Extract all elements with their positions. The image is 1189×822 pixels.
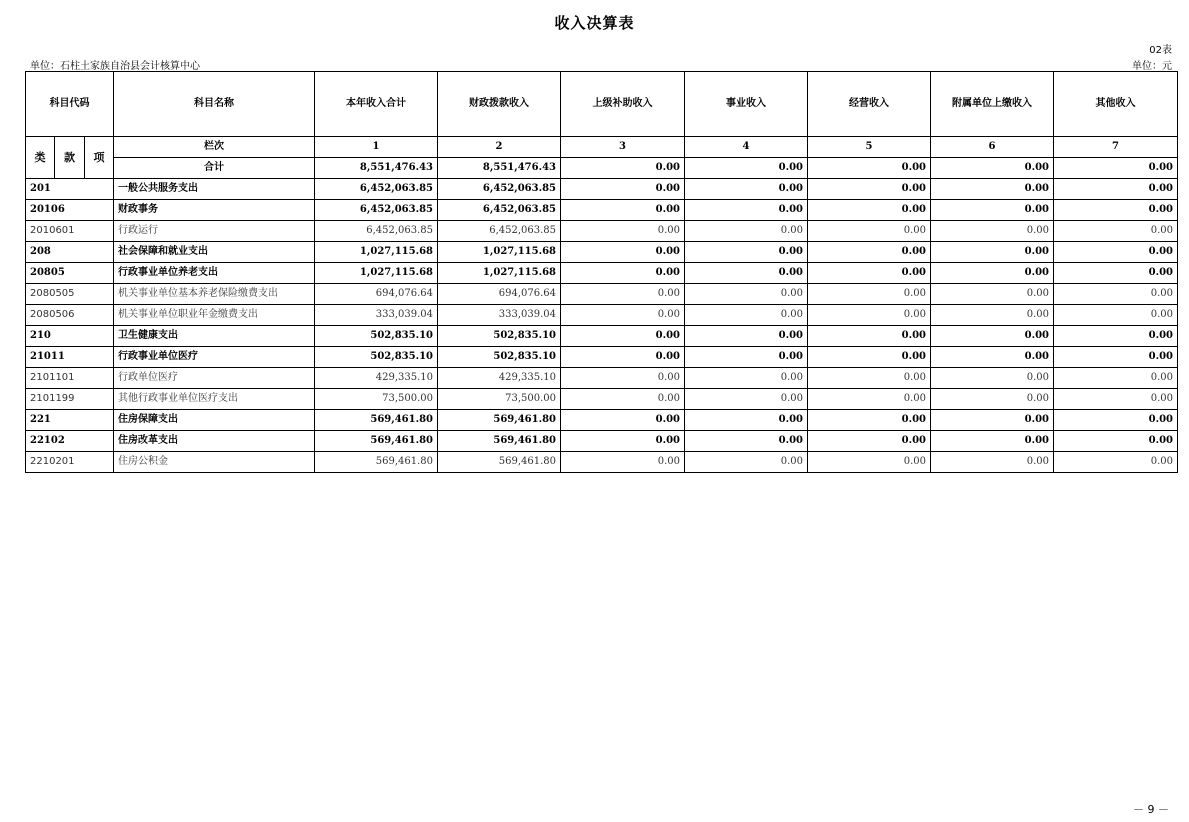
total-label: 合计 (114, 158, 315, 179)
income-table (25, 71, 1178, 473)
row-value: 0.00 (1054, 200, 1178, 221)
row-value: 0.00 (561, 452, 685, 473)
row-value: 0.00 (561, 389, 685, 410)
row-code: 21011 (26, 347, 114, 368)
row-value: 0.00 (808, 305, 931, 326)
row-name: 住房保障支出 (114, 410, 315, 431)
row-code: 221 (26, 410, 114, 431)
header-row (26, 72, 1178, 137)
row-value: 0.00 (685, 368, 808, 389)
page-number: － 9 － (1133, 803, 1169, 816)
row-name: 卫生健康支出 (114, 326, 315, 347)
row-value: 0.00 (1054, 221, 1178, 242)
row-value: 0.00 (561, 326, 685, 347)
row-value: 569,461.80 (315, 452, 438, 473)
header-col-5: 经营收入 (808, 72, 931, 137)
row-name: 行政运行 (114, 221, 315, 242)
row-name: 行政单位医疗 (114, 368, 315, 389)
table-row (26, 242, 1178, 263)
row-value: 0.00 (931, 326, 1054, 347)
row-value: 0.00 (561, 200, 685, 221)
row-value: 0.00 (808, 368, 931, 389)
row-value: 0.00 (808, 452, 931, 473)
row-value: 6,452,063.85 (315, 200, 438, 221)
row-value: 6,452,063.85 (315, 221, 438, 242)
row-value: 429,335.10 (315, 368, 438, 389)
row-value: 0.00 (561, 431, 685, 452)
total-value: 8,551,476.43 (438, 158, 561, 179)
row-value: 0.00 (808, 263, 931, 284)
row-value: 0.00 (808, 242, 931, 263)
col-number-3: 3 (561, 137, 685, 158)
total-value: 8,551,476.43 (315, 158, 438, 179)
row-code: 2080506 (26, 305, 114, 326)
table-row (26, 179, 1178, 200)
row-value: 0.00 (685, 410, 808, 431)
row-value: 0.00 (931, 431, 1054, 452)
row-code: 20805 (26, 263, 114, 284)
col-number-5: 5 (808, 137, 931, 158)
row-value: 0.00 (685, 200, 808, 221)
row-value: 333,039.04 (438, 305, 561, 326)
row-value: 0.00 (808, 179, 931, 200)
row-value: 1,027,115.68 (315, 242, 438, 263)
row-code: 20106 (26, 200, 114, 221)
row-value: 73,500.00 (315, 389, 438, 410)
row-value: 0.00 (931, 452, 1054, 473)
row-value: 0.00 (808, 431, 931, 452)
row-value: 0.00 (561, 410, 685, 431)
row-value: 0.00 (561, 347, 685, 368)
table-row (26, 410, 1178, 431)
header-lanci: 栏次 (114, 137, 315, 158)
table-row (26, 221, 1178, 242)
row-value: 694,076.64 (438, 284, 561, 305)
row-value: 1,027,115.68 (438, 242, 561, 263)
row-value: 569,461.80 (315, 410, 438, 431)
header-code: 科目代码 (26, 72, 114, 137)
row-value: 0.00 (931, 221, 1054, 242)
reporting-unit: 单位：石柱土家族自治县会计核算中心 (30, 61, 200, 72)
row-value: 0.00 (1054, 179, 1178, 200)
row-value: 0.00 (1054, 410, 1178, 431)
row-code: 2101199 (26, 389, 114, 410)
col-number-6: 6 (931, 137, 1054, 158)
table-row (26, 431, 1178, 452)
row-value: 6,452,063.85 (438, 221, 561, 242)
row-name: 一般公共服务支出 (114, 179, 315, 200)
total-value: 0.00 (561, 158, 685, 179)
row-value: 0.00 (1054, 263, 1178, 284)
row-value: 0.00 (808, 221, 931, 242)
row-value: 0.00 (561, 368, 685, 389)
row-value: 0.00 (1054, 242, 1178, 263)
row-value: 0.00 (561, 284, 685, 305)
row-value: 1,027,115.68 (315, 263, 438, 284)
col-number-2: 2 (438, 137, 561, 158)
total-value: 0.00 (685, 158, 808, 179)
row-value: 6,452,063.85 (438, 179, 561, 200)
header-col-2: 财政拨款收入 (438, 72, 561, 137)
row-value: 0.00 (808, 200, 931, 221)
row-value: 0.00 (1054, 347, 1178, 368)
row-value: 0.00 (1054, 452, 1178, 473)
row-value: 429,335.10 (438, 368, 561, 389)
row-value: 569,461.80 (438, 431, 561, 452)
row-value: 0.00 (808, 347, 931, 368)
table-row (26, 284, 1178, 305)
row-value: 6,452,063.85 (315, 179, 438, 200)
row-name: 住房公积金 (114, 452, 315, 473)
row-value: 0.00 (808, 389, 931, 410)
row-value: 569,461.80 (438, 452, 561, 473)
row-value: 0.00 (685, 221, 808, 242)
row-value: 0.00 (808, 326, 931, 347)
row-value: 569,461.80 (438, 410, 561, 431)
row-value: 0.00 (808, 410, 931, 431)
row-value: 0.00 (685, 431, 808, 452)
table-row (26, 368, 1178, 389)
row-value: 0.00 (685, 389, 808, 410)
table-row (26, 263, 1178, 284)
row-code: 2010601 (26, 221, 114, 242)
row-value: 1,027,115.68 (438, 263, 561, 284)
row-name: 行政事业单位医疗 (114, 347, 315, 368)
row-value: 502,835.10 (315, 326, 438, 347)
row-value: 0.00 (931, 410, 1054, 431)
row-value: 502,835.10 (438, 347, 561, 368)
table-row (26, 347, 1178, 368)
column-number-row (26, 137, 1178, 158)
row-value: 6,452,063.85 (438, 200, 561, 221)
row-value: 0.00 (1054, 389, 1178, 410)
row-value: 0.00 (931, 347, 1054, 368)
row-value: 333,039.04 (315, 305, 438, 326)
table-row (26, 200, 1178, 221)
table-row (26, 305, 1178, 326)
row-value: 0.00 (931, 179, 1054, 200)
row-value: 0.00 (931, 263, 1054, 284)
col-number-1: 1 (315, 137, 438, 158)
row-value: 0.00 (685, 284, 808, 305)
row-name: 社会保障和就业支出 (114, 242, 315, 263)
row-value: 0.00 (1054, 326, 1178, 347)
table-row (26, 326, 1178, 347)
row-value: 0.00 (1054, 368, 1178, 389)
row-code: 210 (26, 326, 114, 347)
header-col-1: 本年收入合计 (315, 72, 438, 137)
row-code: 201 (26, 179, 114, 200)
row-name: 其他行政事业单位医疗支出 (114, 389, 315, 410)
header-xiang: 项 (85, 137, 114, 179)
row-value: 0.00 (561, 179, 685, 200)
row-value: 0.00 (808, 284, 931, 305)
row-value: 0.00 (685, 326, 808, 347)
row-value: 0.00 (685, 263, 808, 284)
total-value: 0.00 (1054, 158, 1178, 179)
row-value: 502,835.10 (438, 326, 561, 347)
row-name: 住房改革支出 (114, 431, 315, 452)
col-number-4: 4 (685, 137, 808, 158)
row-code: 2101101 (26, 368, 114, 389)
row-value: 0.00 (931, 368, 1054, 389)
row-name: 机关事业单位职业年金缴费支出 (114, 305, 315, 326)
col-number-7: 7 (1054, 137, 1178, 158)
row-value: 0.00 (561, 263, 685, 284)
header-col-6: 附属单位上缴收入 (931, 72, 1054, 137)
row-name: 行政事业单位养老支出 (114, 263, 315, 284)
header-name: 科目名称 (114, 72, 315, 137)
header-col-7: 其他收入 (1054, 72, 1178, 137)
row-name: 财政事务 (114, 200, 315, 221)
row-value: 0.00 (561, 242, 685, 263)
row-code: 2210201 (26, 452, 114, 473)
total-value: 0.00 (808, 158, 931, 179)
form-number: 02表 (1149, 45, 1172, 56)
row-value: 0.00 (931, 242, 1054, 263)
row-value: 0.00 (561, 221, 685, 242)
header-lei: 类 (26, 137, 55, 179)
row-value: 0.00 (561, 305, 685, 326)
total-value: 0.00 (931, 158, 1054, 179)
row-code: 208 (26, 242, 114, 263)
row-value: 0.00 (1054, 431, 1178, 452)
row-value: 0.00 (685, 305, 808, 326)
table-row (26, 452, 1178, 473)
header-kuan: 款 (55, 137, 85, 179)
row-value: 569,461.80 (315, 431, 438, 452)
row-value: 0.00 (1054, 284, 1178, 305)
table-row (26, 389, 1178, 410)
page-title: 收入决算表 (554, 14, 635, 32)
row-value: 0.00 (1054, 305, 1178, 326)
row-code: 22102 (26, 431, 114, 452)
row-value: 0.00 (685, 179, 808, 200)
row-value: 0.00 (931, 389, 1054, 410)
row-code: 2080505 (26, 284, 114, 305)
row-value: 694,076.64 (315, 284, 438, 305)
row-value: 0.00 (931, 200, 1054, 221)
header-col-3: 上级补助收入 (561, 72, 685, 137)
total-row (26, 158, 1178, 179)
row-value: 0.00 (931, 284, 1054, 305)
row-value: 73,500.00 (438, 389, 561, 410)
row-value: 502,835.10 (315, 347, 438, 368)
row-name: 机关事业单位基本养老保险缴费支出 (114, 284, 315, 305)
header-col-4: 事业收入 (685, 72, 808, 137)
row-value: 0.00 (685, 452, 808, 473)
currency-unit: 单位：元 (1132, 61, 1172, 72)
row-value: 0.00 (685, 242, 808, 263)
row-value: 0.00 (931, 305, 1054, 326)
row-value: 0.00 (685, 347, 808, 368)
